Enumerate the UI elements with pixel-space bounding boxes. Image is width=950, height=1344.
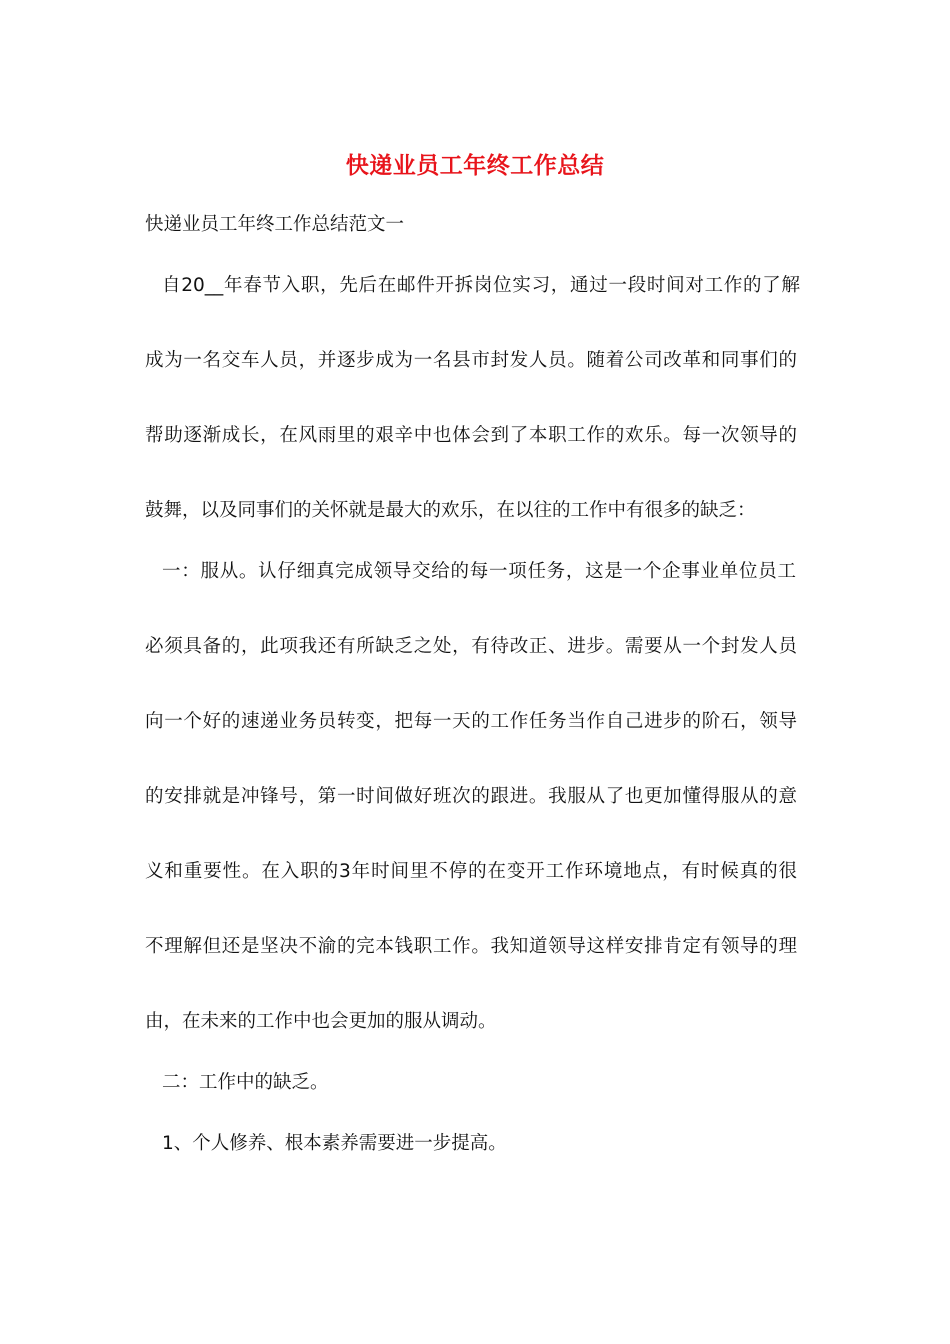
- paragraph-line: 自20__年春节入职，先后在邮件开拆岗位实习，通过一段时间对工作的了解: [162, 275, 800, 296]
- paragraph-line: 鼓舞，以及同事们的关怀就是最大的欢乐，在以往的工作中有很多的缺乏：: [145, 500, 756, 521]
- paragraph-line: 义和重要性。在入职的3年时间里不停的在变开工作环境地点，有时候真的很: [145, 861, 797, 882]
- paragraph-line: 向一个好的速递业务员转变，把每一天的工作任务当作自己进步的阶石，领导: [145, 711, 797, 732]
- paragraph-line: 不理解但还是坚决不渝的完本钱职工作。我知道领导这样安排肯定有领导的理: [145, 936, 797, 957]
- paragraph-line: 成为一名交车人员，并逐步成为一名县市封发人员。随着公司改革和同事们的: [145, 350, 797, 371]
- paragraph-line: 由，在未来的工作中也会更加的服从调动。: [145, 1011, 497, 1032]
- document-subtitle: 快递业员工年终工作总结范文一: [145, 214, 405, 235]
- document-title: 快递业员工年终工作总结: [345, 153, 605, 179]
- paragraph-line: 帮助逐渐成长，在风雨里的艰辛中也体会到了本职工作的欢乐。每一次领导的: [145, 425, 797, 446]
- paragraph-line: 一：服从。认仔细真完成领导交给的每一项任务，这是一个企事业单位员工: [162, 561, 796, 582]
- section-heading: 二：工作中的缺乏。: [162, 1072, 329, 1093]
- paragraph-line: 必须具备的，此项我还有所缺乏之处，有待改正、进步。需要从一个封发人员: [145, 636, 797, 657]
- paragraph-line: 的安排就是冲锋号，第一时间做好班次的跟进。我服从了也更加懂得服从的意: [145, 786, 797, 807]
- list-item: 1、个人修养、根本素养需要进一步提高。: [162, 1133, 507, 1154]
